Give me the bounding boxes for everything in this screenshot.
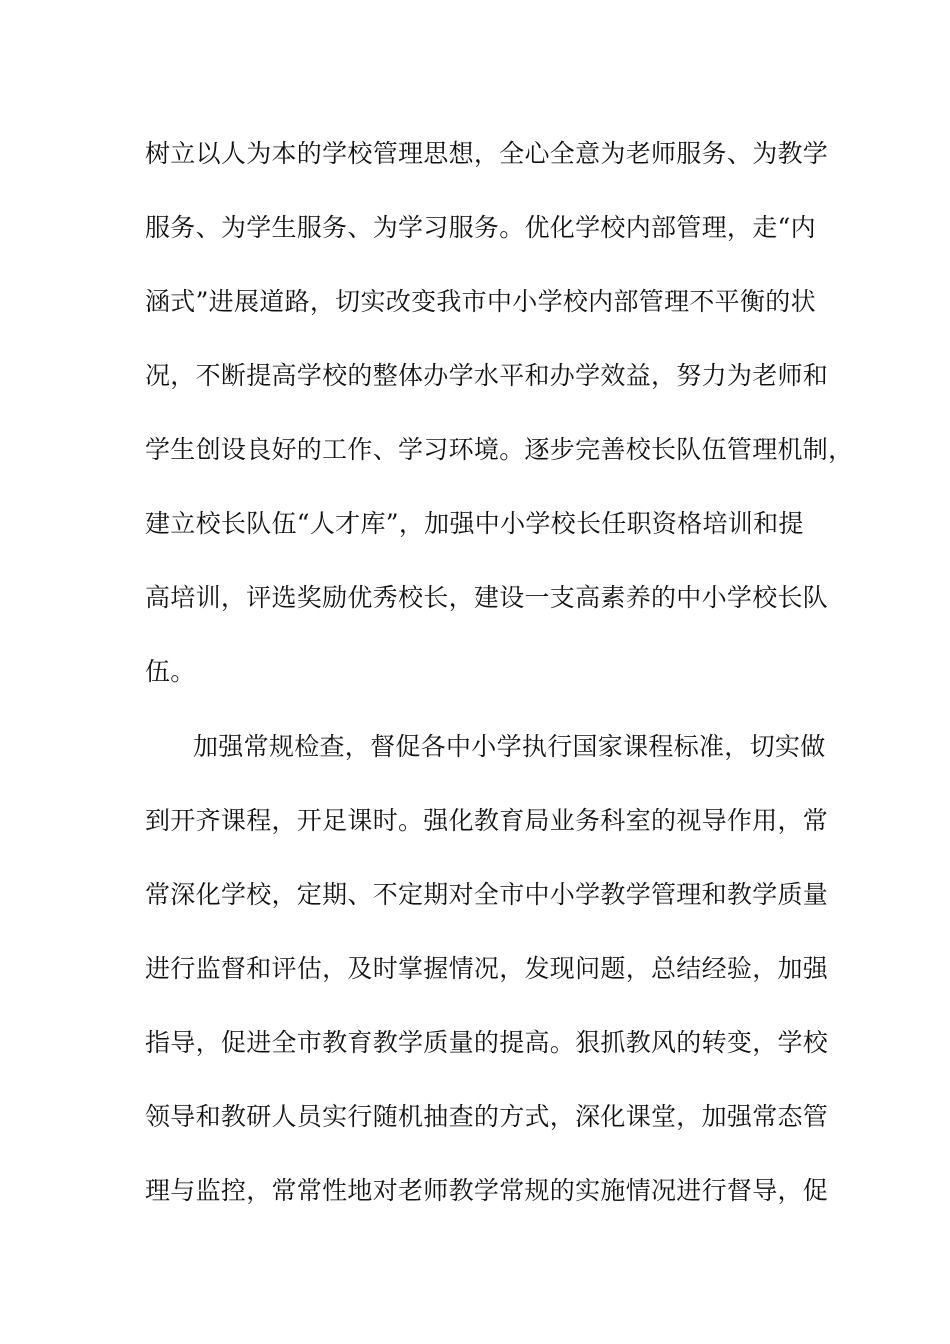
paragraph-1-line-8: 伍。 (145, 657, 196, 686)
paragraph-2-line-7: 理与监控，常常性地对老师教学常规的实施情况进行督导，促 (145, 1176, 829, 1205)
paragraph-2-line-5: 指导，促进全市教育教学质量的提高。狠抓教风的转变，学校 (145, 1028, 829, 1057)
paragraph-1-line-4: 况，不断提高学校的整体办学水平和办学效益，努力为老师和 (145, 361, 829, 390)
paragraph-1-line-2: 服务、为学生服务、为学习服务。优化学校内部管理，走“内 (145, 213, 816, 242)
paragraph-1-line-6: 建立校长队伍“人才库”，加强中小学校长任职资格培训和提 (145, 509, 804, 538)
paragraph-1-line-5: 学生创设良好的工作、学习环境。逐步完善校长队伍管理机制， (145, 435, 854, 464)
paragraph-1-line-3: 涵式”进展道路，切实改变我市中小学校内部管理不平衡的状 (145, 287, 816, 316)
paragraph-2-line-2: 到开齐课程，开足课时。强化教育局业务科室的视导作用，常 (145, 806, 829, 835)
paragraph-2-line-6: 领导和教研人员实行随机抽查的方式，深化课堂，加强常态管 (145, 1102, 829, 1131)
paragraph-2-line-3: 常深化学校，定期、不定期对全市中小学教学管理和教学质量 (145, 880, 829, 909)
paragraph-1-line-7: 高培训，评选奖励优秀校长，建设一支高素养的中小学校长队 (145, 583, 829, 612)
paragraph-1-line-1: 树立以人为本的学校管理思想，全心全意为老师服务、为教学 (145, 139, 829, 168)
paragraph-2-line-4: 进行监督和评估，及时掌握情况，发现问题，总结经验，加强 (145, 954, 829, 983)
paragraph-2-line-1: 加强常规检查，督促各中小学执行国家课程标准，切实做 (193, 732, 826, 761)
